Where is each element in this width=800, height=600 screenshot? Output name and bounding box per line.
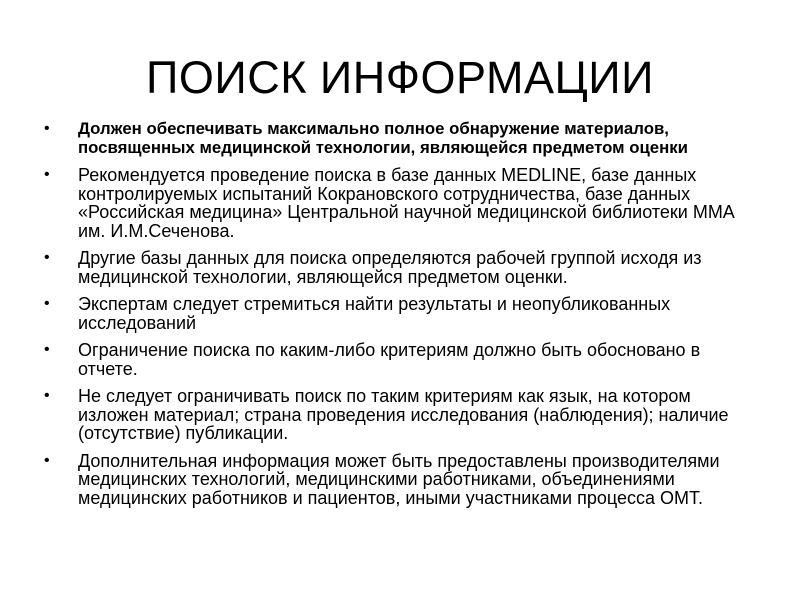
slide-title: ПОИСК ИНФОРМАЦИИ	[146, 52, 654, 103]
list-item	[44, 120, 764, 157]
bullet-icon: •	[44, 120, 50, 137]
bullet-icon: •	[44, 451, 50, 469]
list-item	[44, 341, 764, 378]
list-item	[44, 166, 764, 240]
bullet-icon: •	[44, 341, 50, 358]
bullet-list	[44, 120, 764, 516]
bullet-text: Экспертам следует стремиться найти результаты и неопубликованных исследований	[78, 294, 671, 333]
bullet-icon: •	[44, 295, 50, 312]
list-item	[44, 249, 764, 286]
list-item	[44, 295, 764, 332]
bullet-text: Рекомендуется проведение поиска в базе данных MEDLINE, базе данных контролируемых испытаний Кокрановского сотрудничества, базе данных «Российская медицина» Центральной научной медицинской библиотеки ММА им. И.М.Сеченова.	[78, 165, 735, 241]
bullet-text: Не следует ограничивать поиск по таким критериям как язык, на котором изложен материал; страна проведения исследования (наблюдения); наличие (отсутствие) публикации.	[78, 386, 729, 443]
list-item	[44, 387, 764, 443]
bullet-icon: •	[44, 249, 50, 266]
bullet-text: Ограничение поиска по каким-либо критериям должно быть обосновано в отчете.	[78, 340, 701, 379]
bullet-text: Другие базы данных для поиска определяются рабочей группой исходя из медицинской технологии, являющейся предметом оценки.	[78, 248, 702, 287]
bullet-icon: •	[44, 166, 50, 183]
bullet-text: Должен обеспечивать максимально полное обнаружение материалов, посвященных медицинской технологии, являющейся предметом оценки	[78, 119, 688, 157]
bullet-text: Дополнительная информация может быть предоставлены производителями медицинских технологий, медицинскими работниками, объединениями медицинских работников и пациентов, иными участниками процесса ОМТ.	[78, 450, 720, 508]
list-item	[44, 452, 764, 508]
bullet-icon: •	[44, 387, 50, 404]
